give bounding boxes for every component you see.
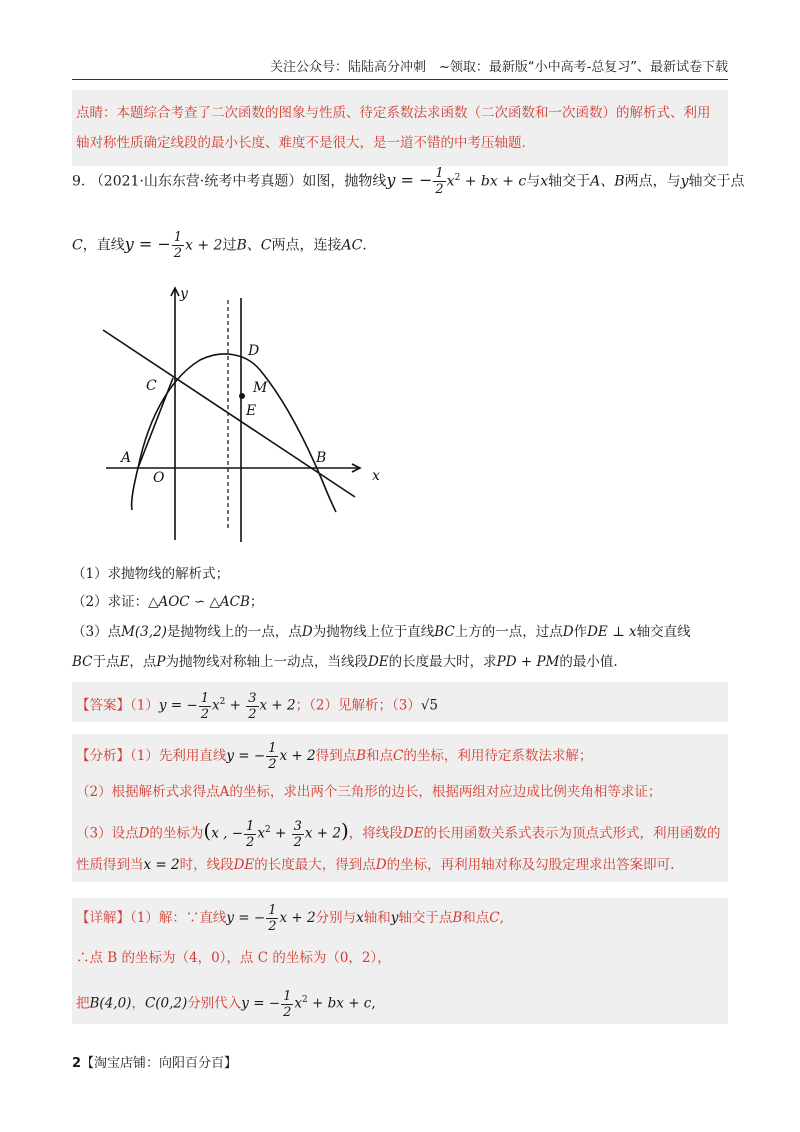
page-number: 2 — [72, 1056, 82, 1071]
text: 的最小值. — [559, 654, 618, 670]
text: . — [362, 237, 367, 254]
sq: 2 — [302, 995, 308, 1005]
text: 与 — [526, 173, 541, 190]
text: ，点 — [129, 654, 157, 670]
problem-line-2 — [72, 230, 367, 261]
den: 2 — [200, 706, 209, 722]
text: , — [499, 910, 504, 926]
shop-label: 【淘宝店铺：向阳百分百】 — [81, 1056, 238, 1071]
detail-box — [72, 898, 728, 1024]
eq: M(3,2) — [121, 624, 167, 640]
text: 的坐标，利用待定系数法求解； — [403, 748, 593, 764]
var: B — [452, 910, 463, 926]
eq: + — [270, 825, 291, 842]
eq: B(4,0) — [89, 995, 132, 1012]
var: AC — [341, 237, 363, 254]
label-o: O — [153, 470, 165, 486]
text: 的长度最大，得到点 — [254, 857, 376, 873]
detail-line-3 — [76, 978, 724, 1022]
var: P — [156, 654, 166, 670]
text: 两点，连接 — [271, 237, 342, 254]
text: 的坐标，再利用轴对称及勾股定理求出答案即可. — [386, 857, 675, 873]
text: 是抛物线上的一点，点 — [166, 624, 302, 640]
text: （1）先利用直线 — [130, 748, 227, 764]
var: D — [375, 857, 387, 873]
label-b: B — [316, 450, 327, 466]
eq: PD + PM — [496, 654, 560, 670]
label-c: C — [146, 378, 157, 394]
var: D — [301, 624, 313, 640]
var: x — [540, 173, 549, 190]
answer-box — [72, 682, 728, 722]
fraction — [246, 691, 258, 722]
fraction — [266, 741, 278, 772]
text: ； — [249, 594, 264, 610]
eq: x — [446, 173, 455, 190]
var: x — [356, 910, 364, 926]
text: 轴交于点 — [398, 910, 453, 926]
text: 为抛物线对称轴上一动点，当线段 — [165, 654, 368, 670]
num: 1 — [435, 166, 444, 181]
eq: + — [225, 697, 246, 714]
var: E — [119, 654, 130, 670]
den: 2 — [435, 182, 444, 197]
eq: △AOC ∽ △ACB — [148, 594, 250, 610]
eq: y = − — [226, 748, 266, 764]
num: 3 — [293, 818, 302, 834]
eq: y = − — [386, 170, 433, 190]
eq: y = − — [124, 234, 171, 254]
text: 两点，与 — [624, 173, 681, 190]
text: 轴和 — [363, 910, 391, 926]
text: 为抛物线上位于直线 — [312, 624, 435, 640]
text: , — [371, 995, 376, 1012]
sq: 2 — [264, 825, 271, 835]
parabola-curve — [132, 354, 336, 512]
eq: x — [294, 995, 303, 1012]
text: 如图，抛物线 — [302, 173, 387, 190]
label-m: M — [253, 380, 268, 396]
text: 把 — [76, 995, 90, 1012]
fraction — [266, 903, 278, 934]
question-1: （1）求抛物线的解析式； — [72, 566, 230, 582]
eq: + bx + c — [460, 173, 527, 190]
num: 1 — [246, 818, 255, 834]
text: 的坐标为 — [149, 825, 204, 842]
var: A、B — [590, 173, 625, 190]
var: D — [562, 624, 574, 640]
text: 轴交于 — [548, 173, 591, 190]
eq: x + 2 — [279, 748, 316, 764]
text: ，直线 — [82, 237, 125, 254]
text: 性质得到当 — [76, 857, 144, 873]
den: 2 — [268, 757, 277, 772]
analysis-box — [72, 734, 728, 882]
parabola-figure — [100, 280, 400, 545]
eq: x + 2 — [279, 910, 316, 926]
eq: x , − — [211, 825, 244, 842]
var: B — [356, 748, 366, 764]
eq: + bx + c — [307, 995, 372, 1012]
fraction — [199, 691, 211, 722]
question-3-line-1 — [72, 620, 691, 640]
analysis-line-3 — [76, 810, 724, 850]
paren: ) — [340, 818, 349, 843]
label-d: D — [248, 343, 260, 359]
num: 1 — [268, 903, 277, 918]
detail-line-2: ∴点 B 的坐标为（4，0），点 C 的坐标为（0，2）， — [76, 950, 391, 966]
sq: 2 — [219, 697, 226, 707]
analysis-label: 【分析】 — [76, 748, 130, 764]
eq: x + 2 — [185, 237, 223, 254]
fraction — [433, 166, 445, 197]
var: BC — [434, 624, 455, 640]
text: （1）解：∵直线 — [130, 910, 227, 926]
tip-box: 点睛：本题综合考查了二次函数的图象与性质、待定系数法求函数（二次函数和一次函数）的解析式、利用轴对称性质确定线段的最小长度、难度不是很大，是一道不错的中考压轴题. — [72, 90, 728, 166]
text: 轴交于点 — [688, 173, 745, 190]
den: 2 — [248, 706, 257, 722]
label-x: x — [372, 468, 380, 484]
eq: x — [257, 825, 265, 842]
text: 上方的一点，过点 — [454, 624, 563, 640]
question-2 — [72, 590, 263, 610]
text: 和点 — [462, 910, 490, 926]
fraction — [172, 230, 184, 261]
var: D — [138, 825, 150, 842]
var: DE — [233, 857, 255, 873]
label-y: y — [180, 286, 188, 302]
text: 的长用函数关系式表示为顶点式形式，利用函数的 — [423, 825, 721, 842]
eq: DE ⊥ x — [587, 624, 637, 640]
var: BC — [72, 654, 93, 670]
var: DE — [367, 654, 389, 670]
question-3-line-2 — [72, 650, 618, 670]
eq: x + 2 — [304, 825, 341, 842]
eq: y = − — [158, 697, 198, 714]
var: C — [393, 748, 404, 764]
eq: x = 2 — [143, 857, 180, 873]
page-footer — [72, 1052, 237, 1071]
den: 2 — [283, 1004, 292, 1020]
var: C — [489, 910, 500, 926]
label-e: E — [246, 403, 257, 419]
eq: y = − — [226, 910, 266, 926]
answer-label: 【答案】 — [76, 697, 130, 714]
point-m — [239, 393, 245, 399]
var: DE — [402, 825, 424, 842]
text: ，将线段 — [348, 825, 403, 842]
num: 3 — [248, 690, 257, 706]
paren: ( — [203, 818, 212, 843]
problem-line-1 — [72, 166, 745, 197]
line-bc — [103, 330, 355, 497]
text: ， — [131, 995, 145, 1012]
problem-source: （2021·山东东营·统考中考真题） — [89, 173, 303, 190]
fraction — [281, 989, 293, 1020]
fraction — [292, 819, 304, 850]
analysis-line-4 — [76, 850, 724, 880]
detail-line-1 — [76, 898, 724, 938]
text: 分别代入 — [187, 995, 242, 1012]
fraction — [244, 819, 256, 850]
problem-number: 9. — [72, 173, 86, 190]
page-header: 关注公众号：陆陆高分冲刺 ~领取：最新版“小中高考-总复习”、最新试卷下载 — [72, 56, 728, 80]
text: 和点 — [366, 748, 393, 764]
eq: x — [211, 697, 220, 714]
var: y — [680, 173, 689, 190]
var: y — [390, 910, 399, 926]
text: （1） — [130, 697, 159, 714]
text: 于点 — [92, 654, 120, 670]
text: 得到点 — [315, 748, 357, 764]
num: 1 — [283, 988, 292, 1004]
text: 过 — [222, 237, 237, 254]
num: 1 — [200, 690, 209, 706]
den: 2 — [293, 834, 302, 850]
root: √5 — [420, 697, 439, 714]
den: 2 — [268, 919, 277, 934]
var: B、C — [236, 237, 272, 254]
num: 1 — [173, 230, 183, 245]
analysis-line-1 — [76, 738, 724, 774]
eq: y = − — [241, 995, 281, 1012]
text: 的长度最大时，求 — [388, 654, 497, 670]
text: （2）求证： — [72, 594, 149, 610]
eq: C(0,2) — [144, 995, 188, 1012]
text: 轴交直线 — [636, 624, 691, 640]
sq: 2 — [454, 172, 461, 183]
text: 分别与 — [315, 910, 357, 926]
analysis-line-2: （2）根据解析式求得点A的坐标，求出两个三角形的边长，根据两组对应边成比例夹角相等求证； — [76, 784, 662, 800]
text: ；（2）见解析；（3） — [295, 697, 421, 714]
text: （3）设点 — [76, 825, 139, 842]
eq: x + 2 — [259, 697, 296, 714]
text: 时，线段 — [179, 857, 234, 873]
label-a: A — [121, 450, 132, 466]
text: 作 — [573, 624, 588, 640]
num: 1 — [268, 741, 277, 756]
var: C — [72, 237, 83, 254]
text: （3）点 — [72, 624, 122, 640]
den: 2 — [246, 834, 255, 850]
den: 2 — [173, 246, 183, 261]
detail-label: 【详解】 — [76, 910, 130, 926]
